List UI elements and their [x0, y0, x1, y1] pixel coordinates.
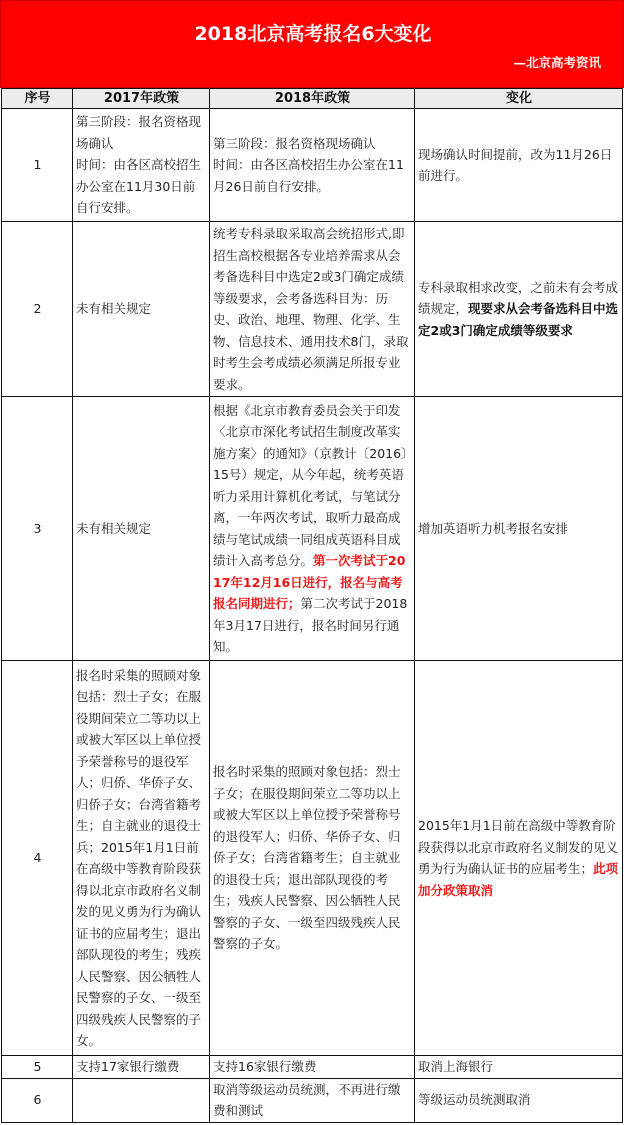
- policy-text: 支持16家银行缴费: [213, 1059, 317, 1074]
- policy-2018-cell: [210, 1078, 415, 1122]
- row-number: 1: [2, 109, 73, 222]
- change-text: 增加英语听力机考报名安排: [418, 520, 569, 536]
- row-number: 6: [2, 1078, 73, 1122]
- policy-line: 时间：由各区高校招生办公室在11月26日前自行安排。: [213, 157, 404, 194]
- table-row: [2, 661, 623, 1056]
- row-number: 3: [2, 397, 73, 661]
- table-row: [2, 1056, 623, 1079]
- policy-text: 取消等级运动员统测，不再进行缴费和测试: [213, 1081, 401, 1118]
- policy-line: 第三阶段：报名资格现场确认: [76, 114, 202, 151]
- table-header-row: [2, 89, 623, 109]
- change-text: 专科录取相求改变，之前未有会考成绩规定，: [418, 279, 619, 317]
- change-text-bold: 现要求从会考备选科目中选定2或3门确定成绩等级要求: [418, 301, 619, 338]
- policy-2018-cell: [210, 397, 415, 661]
- policy-2018-cell: [210, 222, 415, 397]
- policy-text: 第二次考试于2018年3月17日进行，报名时间另行通知。: [213, 596, 408, 654]
- policy-text: 统考专科录取采取高会统招形式,即招生高校根据各专业培养需求从会考备选科目中选定2或3门确定成绩等级要求，会考备选科目为：历史、政治、地理、物理、化学、生物、信息技术、通用技术8门，录取时考生会考成绩必须满足所报专业要求。: [213, 226, 409, 392]
- change-cell: [415, 397, 623, 661]
- policy-text: 未有相关规定: [76, 520, 152, 536]
- policy-text: 报名时采集的照顾对象包括：烈士子女；在服役期间荣立二等功以上或被大军区以上单位授予荣誉称号的退役军人；归侨、华侨子女、归侨子女；台湾省籍考生；自主就业的退役士兵；退出部队现役的考生；残疾人民警察、因公牺牲人民警察的子女、一级至四级残疾人民警察的子女。: [213, 764, 401, 952]
- highlight-red-text: 第一次考试于2017年12月16日进行，报名与高考报名同期进行；: [213, 553, 406, 611]
- highlight-red-text: 此项加分政策取消: [418, 861, 619, 898]
- row-number: 5: [2, 1056, 73, 1079]
- policy-2018-cell: [210, 661, 415, 1056]
- policy-2017-cell: [73, 661, 210, 1056]
- change-cell: [415, 1056, 623, 1079]
- header-2017-policy: 2017年政策: [73, 89, 210, 109]
- title-banner: [0, 0, 624, 88]
- change-text: 2015年1月1日前在高级中等教育阶段获得以北京市政府名义制发的见义勇为行为确认证书的应届考生；: [418, 818, 619, 876]
- row-number: 4: [2, 661, 73, 1056]
- table-row: [2, 397, 623, 661]
- header-2018-policy: 2018年政策: [210, 89, 415, 109]
- policy-line: 第三阶段：报名资格现场确认: [213, 135, 376, 151]
- policy-line: 时间：由各区高校招生办公室在11月30日前自行安排。: [76, 157, 202, 216]
- policy-text: 报名时采集的照顾对象包括：烈士子女；在服役期间荣立二等功以上或被大军区以上单位授予荣誉称号的退役军人；归侨、华侨子女、归侨子女；台湾省籍考生；自主就业的退役士兵；2015年1月1日前在高级中等教育阶段获得以北京市政府名义制发的见义勇为行为确认证书的应届考生；退出部队现役的考生；残疾人民警察、因公牺牲人民警察的子女、一级至四级残疾人民警察的子女。: [76, 667, 202, 1048]
- change-cell: [415, 1078, 623, 1122]
- policy-text: 根据《北京市教育委员会关于印发〈北京市深化考试招生制度改革实施方案〉的通知》（京教计〔2016〕15号）规定，从今年起，统考英语听力采用计算机化考试，与笔试分离，一年两次考试，取听力最高成绩与笔试成绩一同组成英语科目成绩计入高考总分。: [213, 402, 408, 568]
- change-cell: [415, 222, 623, 397]
- change-text: 取消上海银行: [418, 1059, 494, 1074]
- change-cell: [415, 109, 623, 222]
- header-no: 序号: [2, 89, 73, 109]
- policy-comparison-table: [1, 88, 623, 1123]
- change-text: 等级运动员统测取消: [418, 1092, 531, 1108]
- source-credit: —北京高考资讯: [513, 55, 601, 70]
- table-row: [2, 1078, 623, 1122]
- policy-2018-cell: [210, 109, 415, 222]
- page-title: 2018北京高考报名6大变化: [194, 23, 432, 45]
- change-cell: [415, 661, 623, 1056]
- row-number: 2: [2, 222, 73, 397]
- policy-2017-cell: [73, 222, 210, 397]
- change-text: 现场确认时间提前，改为11月26日前进行。: [418, 146, 613, 183]
- policy-text: 未有相关规定: [76, 301, 152, 317]
- policy-2017-cell: [73, 1056, 210, 1079]
- policy-2017-cell: [73, 397, 210, 661]
- policy-2018-cell: [210, 1056, 415, 1079]
- table-row: [2, 222, 623, 397]
- policy-text: 支持17家银行缴费: [76, 1059, 180, 1074]
- table-row: [2, 109, 623, 222]
- policy-2017-cell: [73, 1078, 210, 1122]
- policy-2017-cell: [73, 109, 210, 222]
- header-change: 变化: [415, 89, 623, 109]
